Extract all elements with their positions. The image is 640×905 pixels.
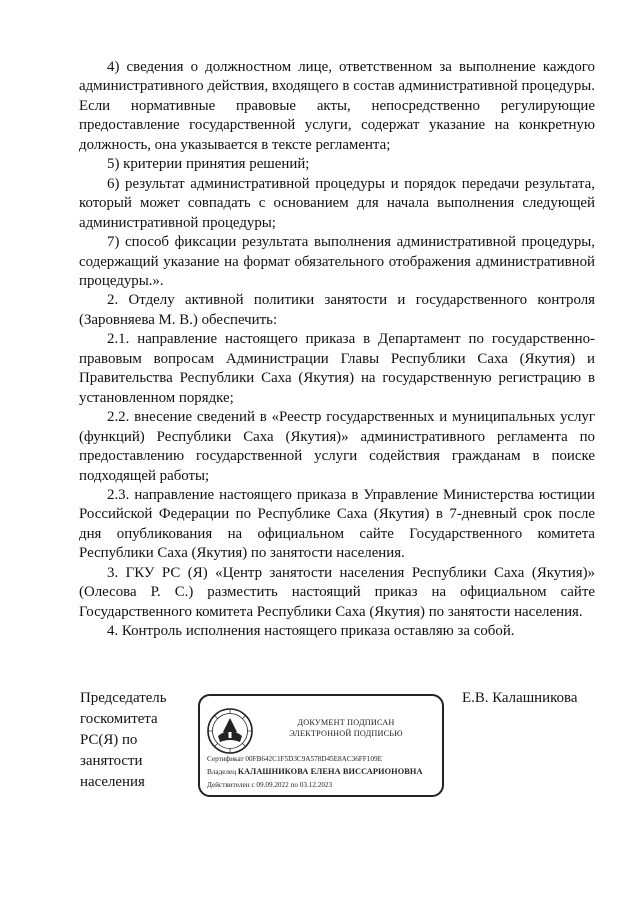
paragraph-item-5-criteria: 5) критерии принятия решений;	[107, 156, 310, 173]
signer-position-line: занятости	[80, 753, 143, 769]
paragraph-order-2-1: 2.1. направление настоящего приказа в Департамент по государственно-правовым вопросам Администрации Главы Республики Саха (Якутия) и Правительства Республики Саха (Якутия) на государственную регистрацию в установленном порядке;	[79, 331, 595, 406]
certificate-value: 00FB642C1F5D3C9A578D45E8AC36FF109E	[245, 755, 382, 763]
valid-to-date: 03.12.2023	[299, 781, 333, 789]
signer-position-line: населения	[80, 774, 145, 790]
electronic-signature-stamp	[198, 694, 444, 797]
stamp-owner-row	[207, 767, 423, 776]
paragraph-order-2: 2. Отделу активной политики занятости и государственного контроля (Заровняева М. В.) обеспечить:	[79, 292, 595, 328]
stamp-title	[256, 717, 436, 739]
paragraph-order-3: 3. ГКУ РС (Я) «Центр занятости населения Республики Саха (Якутия)» (Олесова Р. С.) разместить настоящий приказ на официальном сайте Государственного комитета Республики Саха (Якутия) по занятости населения.	[79, 564, 595, 620]
signer-position	[80, 688, 192, 793]
valid-label: Действителен	[207, 781, 250, 789]
signer-name: Е.В. Калашникова	[462, 690, 578, 706]
stamp-title-line: ДОКУМЕНТ ПОДПИСАН	[297, 718, 395, 727]
stamp-validity-row	[207, 781, 332, 789]
paragraph-order-2-3: 2.3. направление настоящего приказа в Управление Министерства юстиции Российской Федерации по Республике Саха (Якутия) в 7-дневный срок после дня опубликования на официальном сайте Государственного комитета Республики Саха (Якутия) по занятости населения.	[79, 486, 595, 562]
certificate-label: Сертификат	[207, 755, 244, 763]
stamp-certificate-row	[207, 755, 382, 763]
signer-position-line: госкомитета	[80, 711, 158, 727]
owner-label: Владелец	[207, 768, 237, 776]
valid-from-date: 09.09.2022	[256, 781, 289, 789]
stamp-title-line: ЭЛЕКТРОННОЙ ПОДПИСЬЮ	[289, 729, 403, 738]
paragraph-item-4-info: 4) сведения о должностном лице, ответственном за выполнение каждого административного действия, входящего в состав административной процедуры. Если нормативные правовые акты, непосредственно регулирующие предоставление государственной услуги, содержат указание на конкретную должность, она указывается в тексте регламента;	[79, 59, 595, 153]
coat-of-arms-emblem-icon	[206, 706, 254, 756]
paragraph-order-4: 4. Контроль исполнения настоящего приказа оставляю за собой.	[107, 623, 515, 640]
paragraph-item-7-fixation: 7) способ фиксации результата выполнения административной процедуры, содержащий указание на формат обязательного отображения административной процедуры.».	[79, 234, 595, 289]
signer-position-line: Председатель	[80, 690, 167, 706]
document-body	[79, 58, 595, 642]
signer-position-line: РС(Я) по	[80, 732, 138, 748]
owner-value: КАЛАШНИКОВА ЕЛЕНА ВИССАРИОНОВНА	[237, 767, 423, 776]
paragraph-item-6-result: 6) результат административной процедуры и порядок передачи результата, который может совпадать с основанием для начала выполнения следующей административной процедуры;	[79, 175, 595, 231]
valid-from-label: с	[251, 781, 255, 789]
valid-to-label: по	[290, 781, 298, 789]
paragraph-order-2-2: 2.2. внесение сведений в «Реестр государственных и муниципальных услуг (функций) Республики Саха (Якутия)» административного регламента по предоставлению государственной услуги содействия гражданам в поиске подходящей работы;	[79, 409, 595, 484]
